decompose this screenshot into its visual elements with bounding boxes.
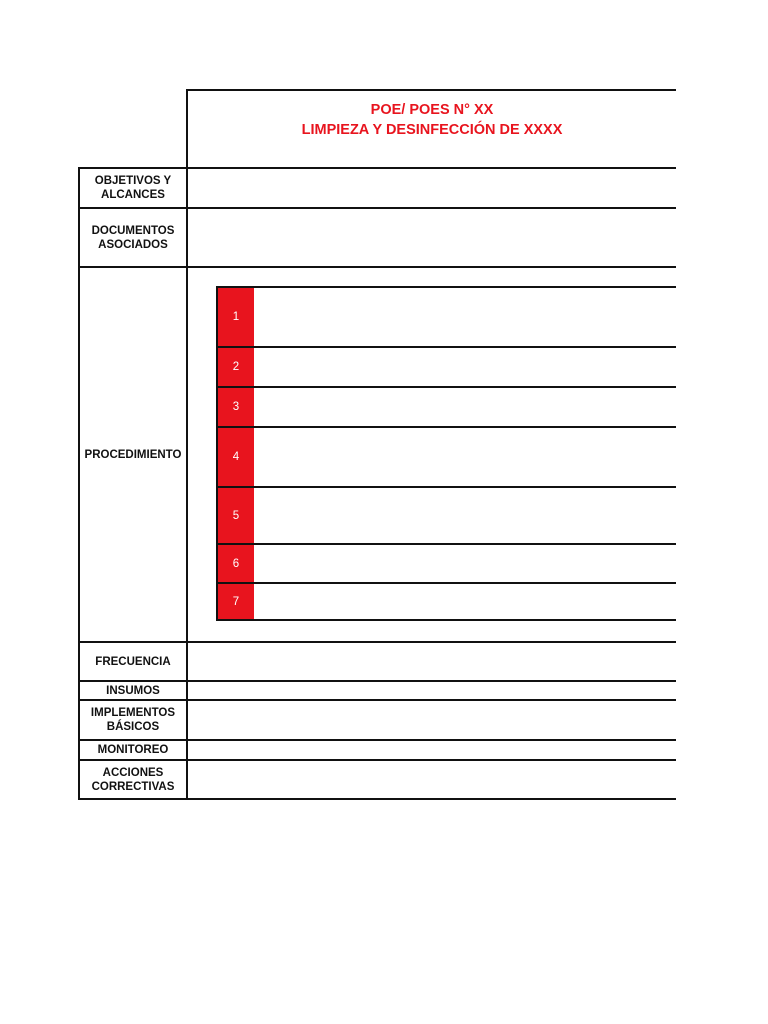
label-insumos: INSUMOS: [106, 684, 160, 697]
procedure-step-row: [218, 288, 678, 346]
step-number-badge: 2: [218, 348, 254, 386]
label-monitoreo: MONITOREO: [97, 744, 169, 756]
step-number-badge: 5: [218, 488, 254, 543]
step-number-badge: 1: [218, 288, 254, 346]
label-documentos-asociados: DOCUMENTOS ASOCIADOS: [91, 224, 175, 251]
procedure-step-row: [218, 584, 678, 619]
step-number-badge: 3: [218, 388, 254, 426]
header-top-border: [186, 89, 676, 91]
step-number-badge: 4: [218, 428, 254, 486]
title-line-2: LIMPIEZA Y DESINFECCIÓN DE XXXX: [301, 122, 563, 138]
title-line-1: POE/ POES N° XX: [370, 102, 494, 118]
label-objetivos-alcances: OBJETIVOS Y ALCANCES: [94, 175, 172, 201]
label-implementos-basicos: IMPLEMENTOS BÁSICOS: [90, 707, 176, 733]
step-number-badge: 6: [218, 545, 254, 582]
procedure-step-row: [218, 388, 678, 426]
procedure-step-row: [218, 428, 678, 486]
procedure-steps-table: [216, 286, 676, 621]
procedure-step-row: [218, 348, 678, 386]
procedure-step-row: [218, 488, 678, 543]
label-procedimiento: PROCEDIMIENTO: [84, 448, 182, 461]
table-bottom-border: [78, 798, 676, 800]
document-title: [188, 100, 768, 140]
label-frecuencia: FRECUENCIA: [95, 655, 171, 668]
procedure-step-row: [218, 545, 678, 582]
label-acciones-correctivas: ACCIONES CORRECTIVAS: [91, 766, 175, 793]
step-number-badge: 7: [218, 584, 254, 619]
